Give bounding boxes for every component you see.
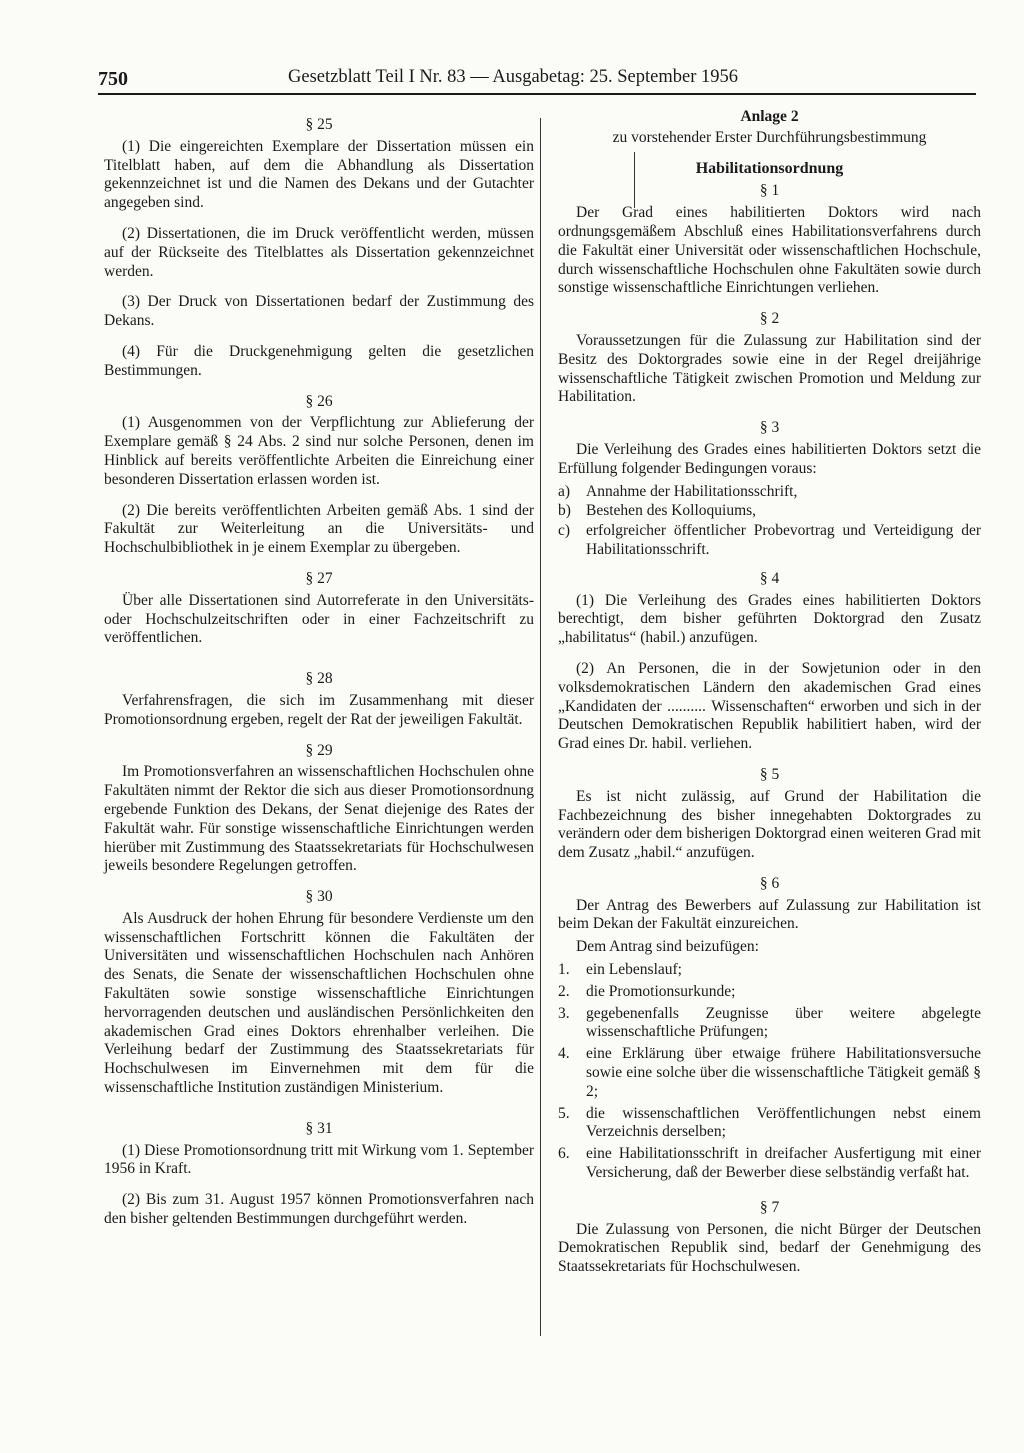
section-heading-4: § 4 (759, 569, 780, 587)
paragraph: (3) Der Druck von Dissertationen bedarf der Zustimmung des Dekans. (104, 293, 534, 330)
left-column (104, 116, 534, 1241)
paragraph: Dem Antrag sind beizufügen: (576, 938, 759, 956)
gazette-header-title: Gesetzblatt Teil I Nr. 83 — Ausgabetag: 25. September 1956 (288, 67, 738, 87)
section-heading-1: § 1 (759, 182, 780, 200)
list-item: 6. eine Habilitationsschrift in dreifacher Ausfertigung mit einer Versicherung, daß der Bewerber diese selbständig verfaßt hat. (558, 1145, 981, 1182)
section-heading-31: § 31 (305, 1119, 333, 1137)
list-item: a) Annahme der Habilitationsschrift, (558, 482, 798, 500)
section-heading-30: § 30 (305, 888, 333, 906)
section-heading-3: § 3 (759, 419, 780, 437)
paragraph: Verfahrensfragen, die sich im Zusammenhang mit dieser Promotionsordnung ergeben, regelt der Rat der jeweiligen Fakultät. (104, 691, 534, 728)
section-heading-6: § 6 (759, 874, 780, 892)
column-divider (540, 118, 541, 1336)
paragraph: Voraussetzungen für die Zulassung zur Habilitation sind der Besitz des Doktorgrades sowie eine in der Regel dreijährige wissenschaftliche Tätigkeit zwischen Promotion und Meldung zur Habilitation. (558, 331, 981, 406)
attachments-list (558, 961, 981, 1183)
annex-label: Anlage 2 (740, 108, 799, 125)
paragraph: (1) Ausgenommen von der Verpflichtung zur Ablieferung der Exemplare gemäß § 24 Abs. 2 sind nur solche Personen, denen im Hinblick auf bereits veröffentlichte Arbeiten die Einreichung einer besonderen Dissertation erlassen worden ist. (104, 414, 534, 488)
section-heading-26: § 26 (305, 392, 333, 410)
section-heading-5: § 5 (759, 765, 780, 783)
page-header (98, 62, 976, 92)
section-heading-25: § 25 (305, 116, 333, 133)
paragraph: Im Promotionsverfahren an wissenschaftlichen Hochschulen ohne Fakultäten nimmt der Rektor die sich aus dieser Promotionsordnung ergebende Funktion des Dekans, der Senat diejenige des Rates der Fakultät wahr. Für sonstige wissenschaftliche Einrichtungen werden hierüber mit Zustimmung des Staatssekretariats für Hochschulwesen jeweils besondere Regelungen getroffen. (104, 763, 534, 875)
section-heading-29: § 29 (305, 741, 333, 759)
section-heading-28: § 28 (305, 670, 333, 688)
list-item: b) Bestehen des Kolloquiums, (558, 502, 757, 520)
conditions-list (558, 483, 981, 560)
paragraph: Der Antrag des Bewerbers auf Zulassung zur Habilitation ist beim Dekan der Fakultät einzureichen. (558, 896, 981, 933)
paragraph: Die Zulassung von Personen, die nicht Bürger der Deutschen Demokratischen Republik sind, bedarf der Genehmigung des Staatssekretariats für Hochschulwesen. (558, 1220, 981, 1276)
right-column (558, 108, 981, 1289)
paragraph: (1) Diese Promotionsordnung tritt mit Wirkung vom 1. September 1956 in Kraft. (104, 1141, 534, 1178)
list-item: 4. eine Erklärung über etwaige frühere Habilitationsversuche sowie eine solche über die wissenschaftliche Tätigkeit gemäß § 2; (558, 1045, 981, 1100)
paragraph: (2) Die bereits veröffentlichten Arbeiten gemäß Abs. 1 sind der Fakultät zur Weiterleitung an die Universitäts- und Hochschulbibliothek in je einem Exemplar zu übergeben. (104, 501, 534, 557)
paragraph: Die Verleihung des Grades eines habilitierten Doktors setzt die Erfüllung folgender Bedingungen voraus: (558, 440, 981, 477)
paragraph: Es ist nicht zulässig, auf Grund der Habilitation die Fachbezeichnung des bisher innegehabten Doktorgrades zu verändern oder dem bisherigen Doktorgrad einen weiteren Grad mit dem Zusatz „habil.“ anzufügen. (558, 787, 981, 862)
paragraph: (4) Für die Druckgenehmigung gelten die gesetzlichen Bestimmungen. (104, 342, 534, 379)
paragraph: (1) Die eingereichten Exemplare der Dissertation müssen ein Titelblatt haben, auf dem die Abhandlung als Dissertation gekennzeichnet ist und die Namen des Dekans und der Gutachter angegeben sind. (104, 137, 534, 212)
paragraph: Als Ausdruck der hohen Ehrung für besondere Verdienste um den wissenschaftlichen Fortschritt können die Fakultäten der Universitäten und wissenschaftlichen Hochschulen nach Anhören des Senats, die Senate der wissenschaftlichen Hochschulen ohne Fakultäten sowie sonstige wissenschaftliche Einrichtungen hervorragenden deutschen und ausländischen Persönlichkeiten den akademischen Grad eines Doktors ehrenhalber verleihen. Die Verleihung bedarf der Zustimmung des Staatssekretariats für Hochschulwesen im Einvernehmen mit dem für die wissenschaftliche Institution zuständigen Ministerium. (104, 909, 534, 1097)
paragraph: (2) An Personen, die in der Sowjetunion oder in den volksdemokratischen Ländern den akademischen Grad eines „Kandidaten der .......... Wissenschaften“ erworben und sich in der Deutschen Demokratischen Republik habilitiert haben, wird der Grad eines Dr. habil. verliehen. (558, 659, 981, 753)
list-item: c) erfolgreicher öffentlicher Probevortrag und Verteidigung der Habilitationsschrift. (558, 522, 981, 558)
list-item: 1. ein Lebenslauf; (558, 961, 682, 979)
page-number: 750 (98, 68, 128, 90)
list-item: 2. die Promotionsurkunde; (558, 982, 736, 1000)
annex-subtitle: zu vorstehender Erster Durchführungsbestimmung (612, 128, 927, 146)
paragraph: (2) Dissertationen, die im Druck veröffentlicht werden, müssen auf der Rückseite des Titelblattes als Dissertation gekennzeichnet werden. (104, 224, 534, 280)
paragraph: Über alle Dissertationen sind Autorreferate in den Universitäts- oder Hochschulzeitschriften oder in einer Fachzeitschrift zu veröffentlichen. (104, 591, 534, 647)
section-heading-7: § 7 (759, 1198, 780, 1216)
document-title: Habilitationsordnung (695, 159, 844, 177)
list-item: 3. gegebenenfalls Zeugnisse über weitere abgelegte wissenschaftliche Prüfungen; (558, 1004, 981, 1041)
header-rule (98, 93, 976, 95)
paragraph: (2) Bis zum 31. August 1957 können Promotionsverfahren nach den bisher geltenden Bestimmungen durchgeführt werden. (104, 1191, 534, 1228)
list-item: 5. die wissenschaftlichen Veröffentlichungen nebst einem Verzeichnis derselben; (558, 1104, 981, 1141)
section-heading-27: § 27 (305, 569, 333, 587)
paragraph: Der Grad eines habilitierten Doktors wird nach ordnungsgemäßem Abschluß eines Habilitationsverfahrens durch die Fakultät einer Universität oder wissenschaftlichen Hochschule, durch wissenschaftliche Hochschulen ohne Fakultäten sowie durch sonstige wissenschaftliche Einrichtungen verliehen. (558, 204, 981, 297)
section-heading-2: § 2 (759, 310, 780, 328)
paragraph: (1) Die Verleihung des Grades eines habilitierten Doktors berechtigt, dem bisher geführten Doktorgrad den Zusatz „habilitatus“ (habil.) anzufügen. (558, 591, 981, 647)
